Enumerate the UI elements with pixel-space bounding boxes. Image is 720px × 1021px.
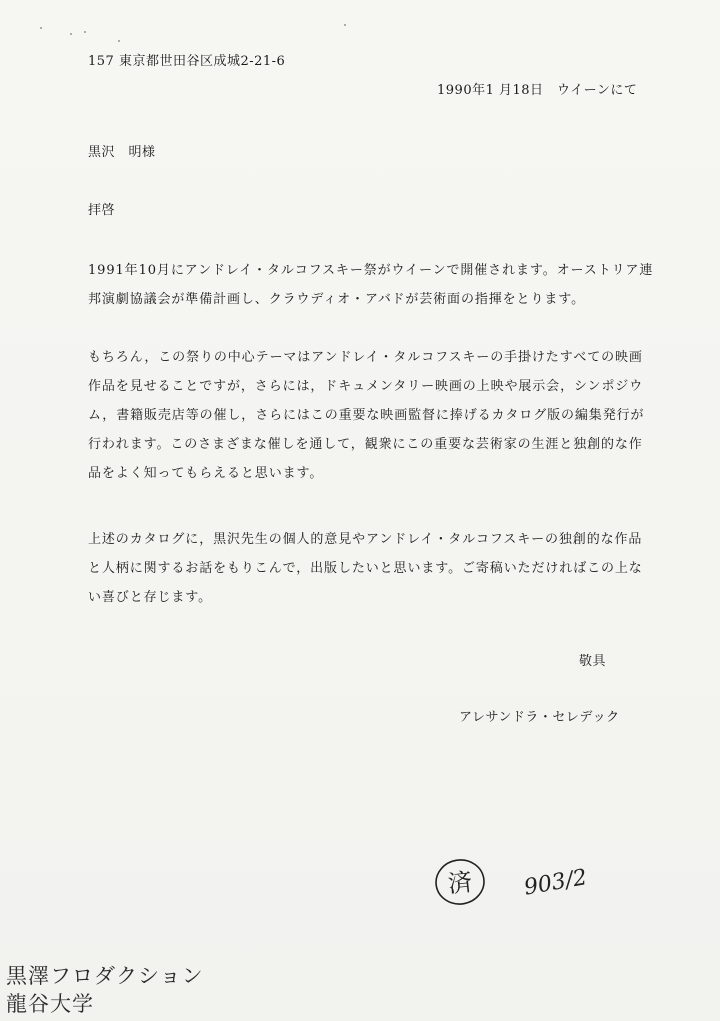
salutation: 拝啓 — [88, 203, 116, 218]
watermark — [6, 962, 204, 1018]
closing: 敬具 — [579, 654, 607, 669]
paper-speck — [70, 33, 72, 35]
paragraph-line: 行われます。このさまざまな催しを通して，観衆にこの重要な芸術家の生涯と独創的な作 — [88, 437, 643, 452]
paragraph-line: ム，書籍販売店等の催し，さらにはこの重要な映画監督に捧げるカタログ版の編集発行が — [88, 408, 645, 423]
paragraph-line: 上述のカタログに，黒沢先生の個人的意見やアンドレイ・タルコフスキーの独創的な作品 — [88, 532, 643, 547]
sender-address: 157 東京都世田谷区成城2-21-6 — [88, 54, 286, 69]
paper-speck — [118, 40, 120, 42]
body-paragraph-1 — [88, 256, 654, 314]
handwritten-note: 903/2 — [522, 865, 589, 901]
body-paragraph-2 — [88, 343, 645, 488]
paper-speck — [84, 31, 86, 33]
stamp-glyph: 済 — [446, 867, 474, 899]
body-paragraph-3 — [88, 525, 643, 612]
handwritten-stamp — [432, 848, 612, 918]
paragraph-line: 品をよく知ってもらえると思います。 — [88, 466, 324, 481]
date-line: 1990年1 月18日 ウイーンにて — [437, 83, 638, 98]
paper-speck — [344, 24, 346, 26]
watermark-line-1: 黒澤フロダクション — [6, 964, 204, 988]
paragraph-line: 邦演劇協議会が準備計画し、クラウディオ・アバドが芸術面の指揮をとります。 — [88, 292, 586, 307]
paper-speck — [40, 27, 42, 29]
paragraph-line: い喜びと存じます。 — [88, 590, 213, 605]
paragraph-line: と人柄に関するお話をもりこんで，出版したいと思います。ご寄稿いただければこの上な — [88, 561, 643, 576]
paragraph-line: 作品を見せることですが，さらには，ドキュメンタリー映画の上映や展示会，シンポジウ — [88, 379, 644, 394]
paragraph-line: 1991年10月にアンドレイ・タルコフスキー祭がウイーンで開催されます。オーストリア連 — [88, 263, 654, 278]
watermark-line-2: 龍谷大学 — [6, 992, 94, 1016]
signature-name: アレサンドラ・セレデック — [459, 710, 620, 725]
paragraph-line: もちろん，この祭りの中心テーマはアンドレイ・タルコフスキーの手掛けたすべての映画 — [88, 350, 643, 365]
recipient-name: 黒沢 明様 — [88, 145, 156, 160]
